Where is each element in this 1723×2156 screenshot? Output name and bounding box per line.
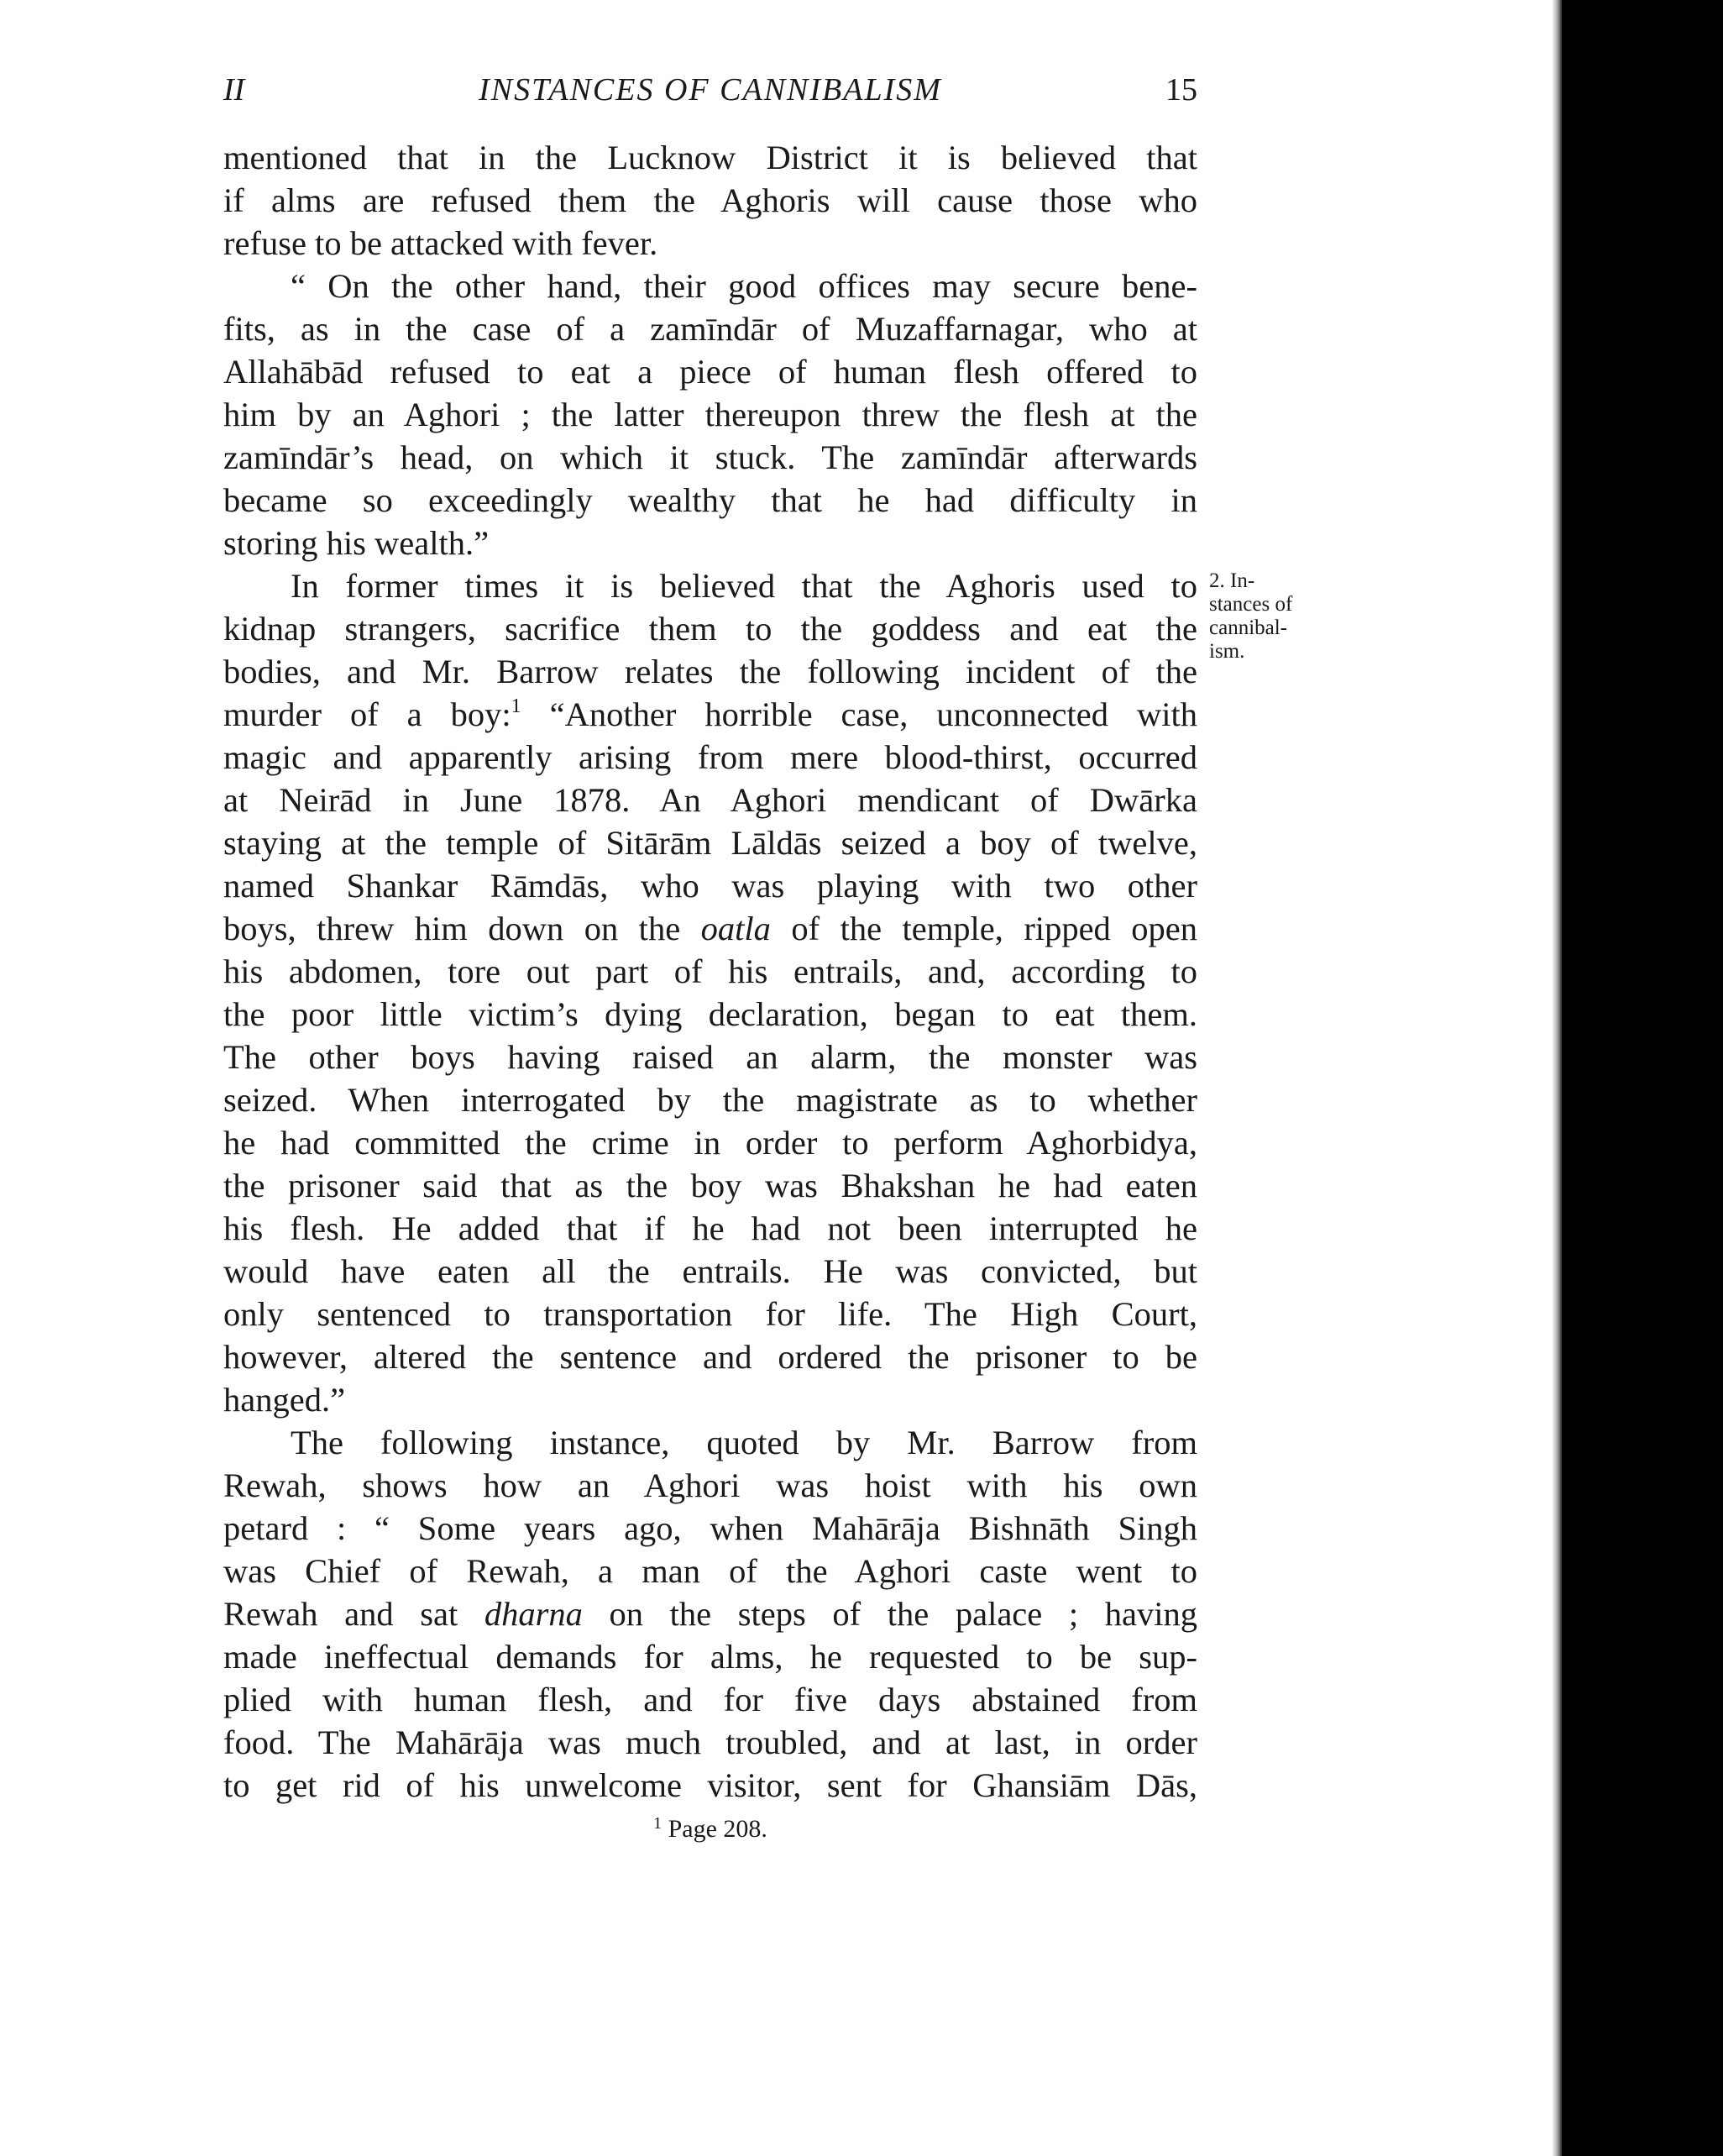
- page-number: 15: [1165, 72, 1197, 108]
- text-line: became so exceedingly wealthy that he had difficulty in: [223, 481, 1197, 519]
- text-line: staying at the temple of Sitārām Lāldās seized a boy of twelve,: [223, 824, 1197, 862]
- sidenote-line: ism.: [1209, 640, 1245, 663]
- text-line: his flesh. He added that if he had not been interrupted he: [223, 1209, 1197, 1247]
- text-line: refuse to be attacked with fever.: [223, 224, 658, 262]
- text-line: if alms are refused them the Aghoris will cause those who: [223, 181, 1197, 219]
- text-line: would have eaten all the entrails. He was convicted, but: [223, 1252, 1197, 1290]
- text-line: In former times it is believed that the Aghoris used to: [291, 567, 1197, 605]
- text-line: food. The Mahārāja was much troubled, and at last, in order: [223, 1723, 1197, 1761]
- footnote-ref: 1: [511, 695, 521, 717]
- text-line: to get rid of his unwelcome visitor, sent for Ghansiām Dās,: [223, 1766, 1197, 1804]
- text-line: zamīndār’s head, on which it stuck. The zamīndār afterwards: [223, 438, 1197, 476]
- text-line: [223, 1592, 1197, 1635]
- running-title: INSTANCES OF CANNIBALISM: [479, 72, 942, 108]
- text-line: Rewah, shows how an Aghori was hoist with his own: [223, 1466, 1197, 1504]
- text-line: however, altered the sentence and ordered the prisoner to be: [223, 1338, 1197, 1376]
- text-line: seized. When interrogated by the magistrate as to whether: [223, 1081, 1197, 1119]
- margin-sidenote: [1209, 569, 1335, 664]
- text-line: bodies, and Mr. Barrow relates the following incident of the: [223, 653, 1197, 690]
- text-segment: Rewah and sat: [223, 1595, 458, 1633]
- text-line: the prisoner said that as the boy was Bhakshan he had eaten: [223, 1167, 1197, 1204]
- text-line: [223, 693, 1197, 736]
- text-line: magic and apparently arising from mere blood-thirst, occurred: [223, 738, 1197, 776]
- footnote-marker: 1: [653, 1814, 662, 1833]
- footnote: [223, 1812, 1197, 1846]
- italic-term: oatla: [700, 910, 771, 947]
- text-segment: of the temple, ripped open: [791, 910, 1197, 947]
- text-line: [223, 907, 1197, 950]
- text-line: his abdomen, tore out part of his entrails, and, according to: [223, 952, 1197, 990]
- text-line: Allahābād refused to eat a piece of human flesh offered to: [223, 353, 1197, 391]
- text-line: only sentenced to transportation for life. The High Court,: [223, 1295, 1197, 1333]
- text-line: at Neirād in June 1878. An Aghori mendicant of Dwārka: [223, 781, 1197, 819]
- text-line: made ineffectual demands for alms, he requested to be sup-: [223, 1638, 1197, 1676]
- footnote-text: Page 208.: [668, 1815, 767, 1843]
- sidenote-line: stances of: [1209, 593, 1293, 616]
- text-line: hanged.”: [223, 1381, 346, 1419]
- text-line: petard : “ Some years ago, when Mahārāja Bishnāth Singh: [223, 1509, 1197, 1547]
- text-line: The following instance, quoted by Mr. Barrow from: [291, 1424, 1197, 1461]
- text-segment: murder of a boy:: [223, 695, 511, 733]
- text-line: “ On the other hand, their good offices may secure bene-: [291, 267, 1197, 305]
- text-segment: boys, threw him down on the: [223, 910, 681, 947]
- text-line: the poor little victim’s dying declaration, began to eat them.: [223, 995, 1197, 1033]
- text-line: plied with human flesh, and for five days abstained from: [223, 1681, 1197, 1718]
- running-head: [223, 69, 1197, 111]
- scan-black-border: [1562, 0, 1723, 2156]
- text-line: mentioned that in the Lucknow District it is believed that: [223, 139, 1197, 176]
- text-segment: on the steps of the palace ; having: [609, 1595, 1198, 1633]
- text-line: The other boys having raised an alarm, the monster was: [223, 1038, 1197, 1076]
- body-text: [223, 136, 1197, 1807]
- text-line: fits, as in the case of a zamīndār of Muzaffarnagar, who at: [223, 310, 1197, 348]
- text-segment: “Another horrible case, unconnected with: [549, 695, 1197, 733]
- sidenote-line: 2. In-: [1209, 569, 1255, 592]
- text-line: kidnap strangers, sacrifice them to the goddess and eat the: [223, 610, 1197, 648]
- italic-term: dharna: [484, 1595, 583, 1633]
- text-line: named Shankar Rāmdās, who was playing with two other: [223, 867, 1197, 905]
- text-line: storing his wealth.”: [223, 524, 490, 562]
- sidenote-line: cannibal-: [1209, 616, 1288, 639]
- text-line: him by an Aghori ; the latter thereupon threw the flesh at the: [223, 396, 1197, 433]
- text-line: he had committed the crime in order to perform Aghorbidya,: [223, 1124, 1197, 1162]
- text-line: was Chief of Rewah, a man of the Aghori caste went to: [223, 1552, 1197, 1590]
- chapter-number: II: [223, 72, 245, 108]
